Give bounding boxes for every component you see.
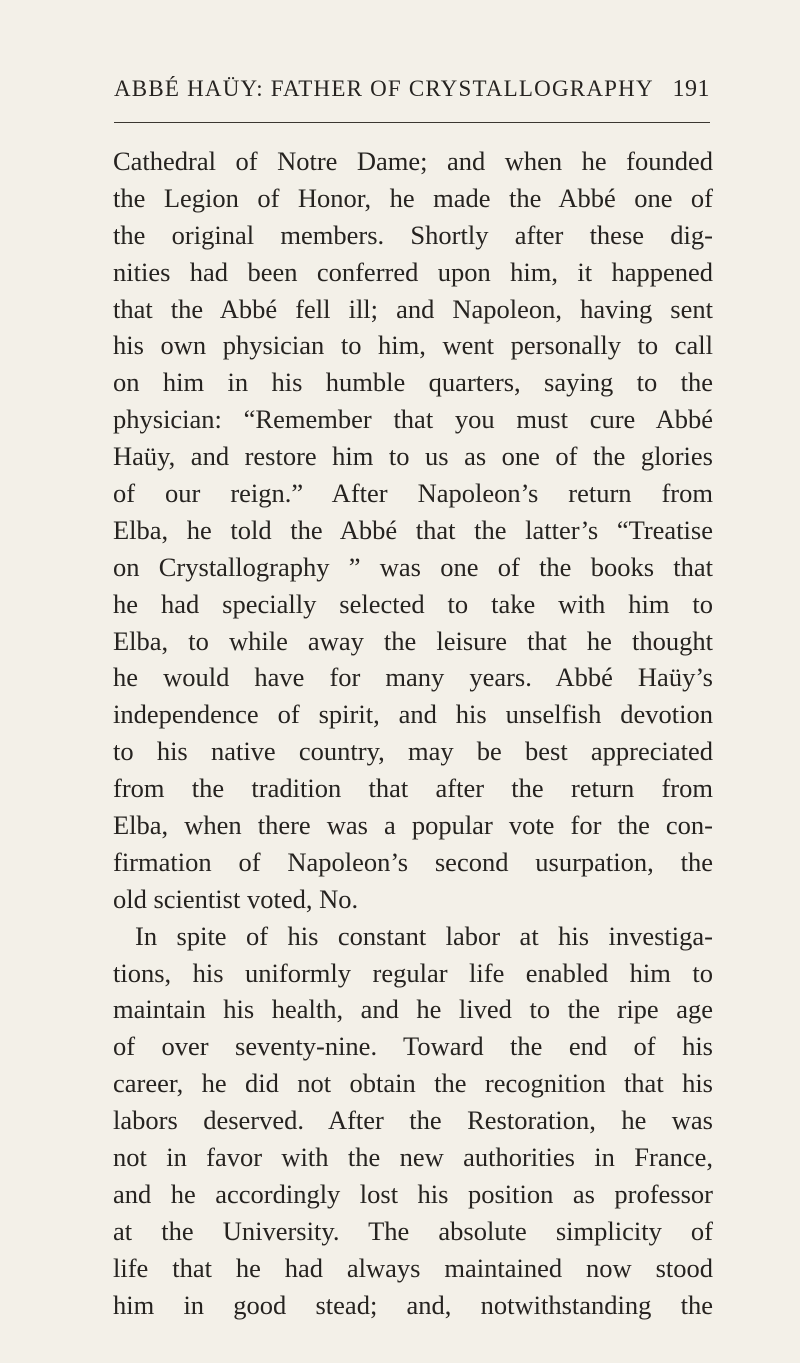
text-line: him in good stead; and, notwithstanding the (113, 1289, 713, 1320)
text-line: on him in his humble quarters, saying to the (113, 367, 713, 398)
text-line: from the tradition that after the return from (113, 773, 713, 804)
text-line: Elba, to while away the leisure that he thought (113, 625, 713, 656)
text-line: nities had been conferred upon him, it happened (113, 256, 713, 287)
text-line: he had specially selected to take with him to (113, 588, 713, 619)
text-line: Haüy, and restore him to us as one of the glories (113, 441, 713, 472)
paragraph-start-line: In spite of his constant labor at his investiga- (135, 920, 713, 951)
text-line: the Legion of Honor, he made the Abbé one of (113, 182, 713, 213)
running-head (114, 76, 710, 112)
text-line: tions, his uniformly regular life enabled him to (113, 957, 713, 988)
text-line: Cathedral of Notre Dame; and when he founded (113, 146, 713, 176)
text-line: that the Abbé fell ill; and Napoleon, having sent (113, 293, 713, 324)
text-line: the original members. Shortly after these dig- (113, 219, 713, 250)
text-line: Elba, he told the Abbé that the latter’s “Treatise (113, 514, 713, 545)
text-line: labors deserved. After the Restoration, he was (113, 1105, 713, 1136)
header-rule (114, 122, 710, 123)
text-line: on Crystallography ” was one of the books that (113, 551, 713, 582)
text-line: maintain his health, and he lived to the ripe age (113, 994, 713, 1025)
text-line: and he accordingly lost his position as professor (113, 1178, 713, 1209)
text-line: not in favor with the new authorities in France, (113, 1142, 713, 1173)
body-text (113, 143, 713, 1324)
text-line: firmation of Napoleon’s second usurpation, the (113, 846, 713, 877)
running-title: ABBÉ HAÜY: FATHER OF CRYSTALLOGRAPHY (114, 76, 654, 101)
text-line: physician: “Remember that you must cure Abbé (113, 404, 713, 435)
text-line: he would have for many years. Abbé Haüy’s (113, 662, 713, 693)
text-line: his own physician to him, went personally to call (113, 330, 713, 361)
text-line: to his native country, may be best appreciated (113, 736, 713, 767)
text-line: Elba, when there was a popular vote for the con- (113, 810, 713, 841)
text-line: at the University. The absolute simplicity of (113, 1215, 713, 1246)
text-line: of over seventy-nine. Toward the end of his (113, 1031, 713, 1062)
text-line: independence of spirit, and his unselfish devotion (113, 699, 713, 730)
paragraph-end-line: old scientist voted, No. (113, 883, 359, 914)
text-line: life that he had always maintained now stood (113, 1252, 713, 1283)
text-line: of our reign.” After Napoleon’s return from (113, 478, 713, 509)
text-line: career, he did not obtain the recognition that his (113, 1068, 713, 1099)
page-number: 191 (672, 76, 710, 102)
